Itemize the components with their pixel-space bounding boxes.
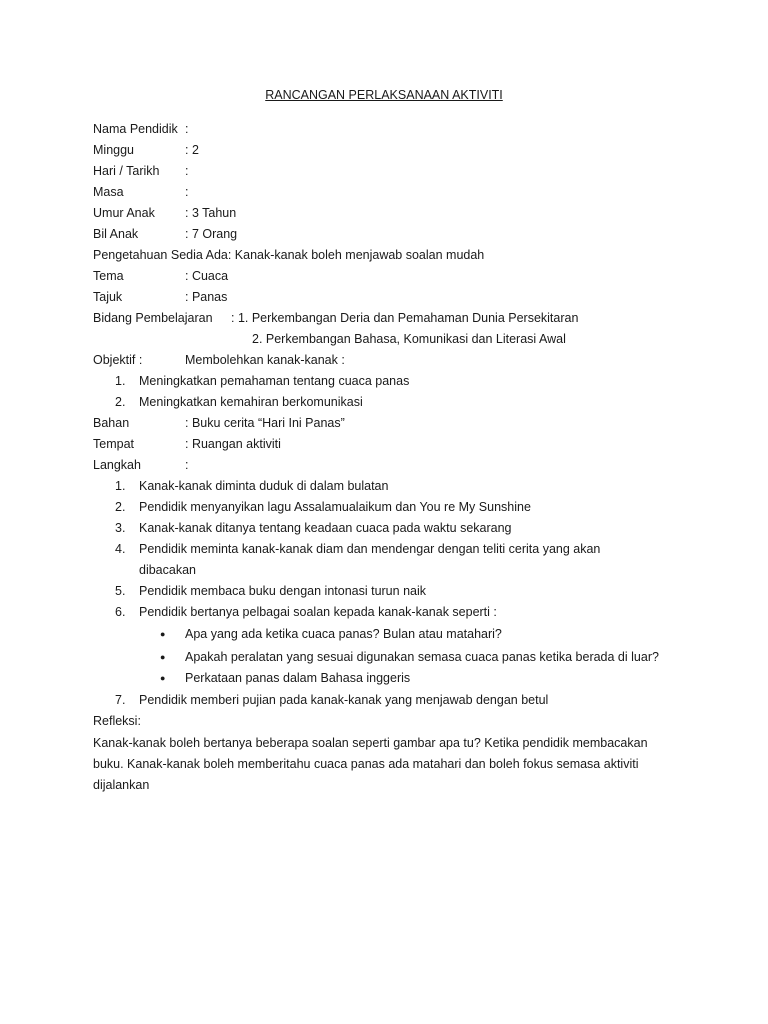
item-text: Pendidik meminta kanak-kanak diam dan mendengar dengan teliti cerita yang akan [139,542,601,556]
field-value: : [185,164,189,178]
item-number: 2. [115,500,126,514]
field-label: Hari / Tarikh [93,164,160,178]
field-label: Bahan [93,416,130,430]
bullet-icon: ● [160,673,166,683]
item-number: 7. [115,693,126,707]
item-number: 4. [115,542,126,556]
field-text: Pengetahuan Sedia Ada: Kanak-kanak boleh menjawab soalan mudah [93,248,485,262]
field-label: Masa [93,185,124,199]
field-label: Minggu [93,143,134,157]
item-text: Meningkatkan kemahiran berkomunikasi [139,395,363,409]
paragraph-text: buku. Kanak-kanak boleh memberitahu cuaca panas ada matahari dan boleh fokus semasa aktiviti [93,757,639,771]
item-text: Apakah peralatan yang sesuai digunakan semasa cuaca panas ketika berada di luar? [185,650,659,664]
paragraph-text: Kanak-kanak boleh bertanya beberapa soalan seperti gambar apa tu? Ketika pendidik membacakan [93,736,648,750]
item-text: Apa yang ada ketika cuaca panas? Bulan atau matahari? [185,627,502,641]
field-label: Nama Pendidik [93,122,178,136]
item-number: 2. [115,395,126,409]
item-number: 5. [115,584,126,598]
item-text: Pendidik bertanya pelbagai soalan kepada kanak-kanak seperti : [139,605,497,619]
field-label: Tajuk [93,290,123,304]
bullet-icon: ● [160,629,166,639]
item-text: Perkataan panas dalam Bahasa inggeris [185,671,411,685]
field-value: : 7 Orang [185,227,238,241]
field-value: Membolehkan kanak-kanak : [185,353,345,367]
field-value: : [185,122,189,136]
item-text: Pendidik memberi pujian pada kanak-kanak yang menjawab dengan betul [139,693,549,707]
paragraph-text: dijalankan [93,778,150,792]
item-text: Pendidik menyanyikan lagu Assalamualaikum dan You re My Sunshine [139,500,531,514]
field-label: Tema [93,269,124,283]
field-label: Tempat [93,437,134,451]
item-text: Pendidik membaca buku dengan intonasi turun naik [139,584,426,598]
item-number: 1. [115,374,126,388]
field-value: : Buku cerita “Hari Ini Panas” [185,416,345,430]
bullet-icon: ● [160,652,166,662]
field-label: Bil Anak [93,227,139,241]
field-value: 2. Perkembangan Bahasa, Komunikasi dan Literasi Awal [252,332,566,346]
field-value: : 2 [185,143,199,157]
item-number: 3. [115,521,126,535]
item-text: Meningkatkan pemahaman tentang cuaca panas [139,374,410,388]
field-label: Langkah [93,458,141,472]
item-text: Kanak-kanak ditanya tentang keadaan cuaca pada waktu sekarang [139,521,512,535]
page-title: RANCANGAN PERLAKSANAAN AKTIVITI [265,88,503,102]
field-value: : Ruangan aktiviti [185,437,281,451]
field-label: Bidang Pembelajaran [93,311,213,325]
field-label: Objektif : [93,353,143,367]
item-text: Kanak-kanak diminta duduk di dalam bulatan [139,479,389,493]
field-value: : [185,458,189,472]
field-label: Refleksi: [93,714,141,728]
field-value: : Cuaca [185,269,229,283]
item-number: 1. [115,479,126,493]
item-number: 6. [115,605,126,619]
field-value: : [185,185,189,199]
field-value: : Panas [185,290,228,304]
field-value: : 1. Perkembangan Deria dan Pemahaman Dunia Persekitaran [231,311,579,325]
field-value: : 3 Tahun [185,206,237,220]
item-text: dibacakan [139,563,196,577]
field-label: Umur Anak [93,206,155,220]
